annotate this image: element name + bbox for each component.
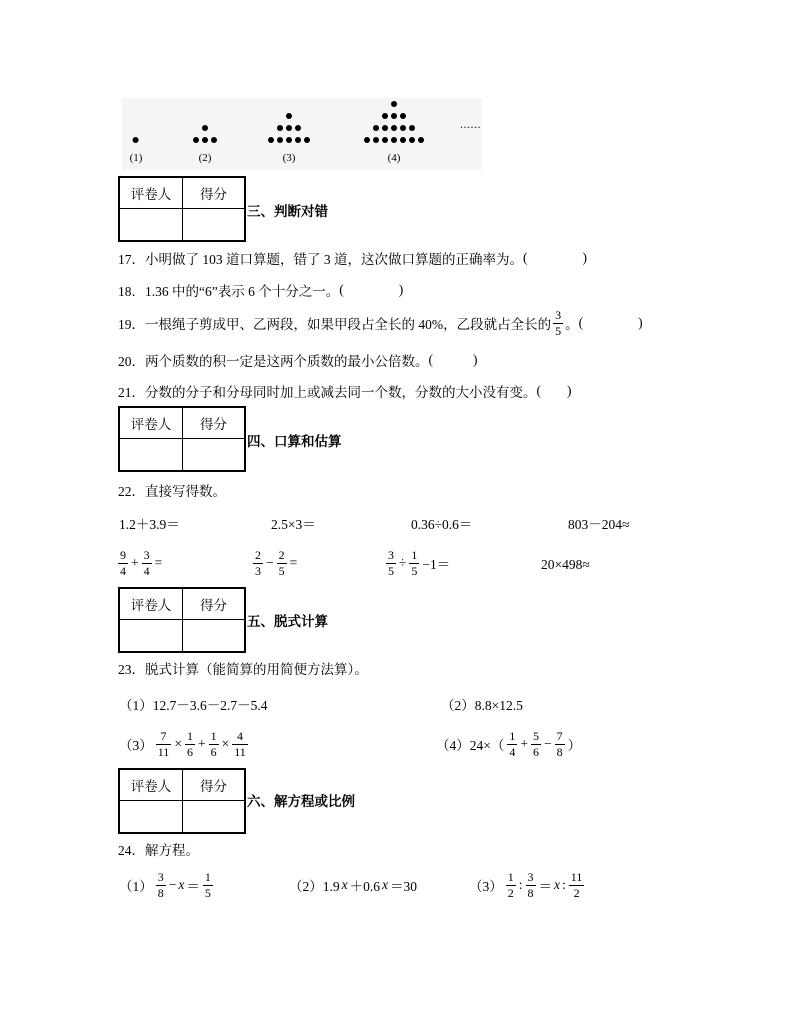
question-number: 20．	[118, 354, 145, 369]
dot	[391, 113, 397, 119]
dot	[391, 137, 397, 143]
fraction	[569, 871, 585, 900]
calc-item	[410, 508, 473, 538]
pattern-label: (4)	[387, 152, 401, 164]
denominator: 4	[120, 563, 126, 578]
grader-cell	[119, 620, 183, 653]
expr-text: （4）24×（	[436, 738, 505, 753]
calc-item	[116, 548, 163, 578]
calc-item	[384, 548, 451, 578]
expr-text: 20×498≈	[541, 557, 590, 572]
equation-item	[288, 870, 418, 900]
calc-item	[270, 508, 317, 538]
expr-text: 2.5×3＝	[271, 517, 316, 532]
expr-text: （1）	[119, 879, 153, 894]
answer-paren-close: )	[473, 352, 478, 367]
fraction	[118, 549, 128, 578]
question-text-after: 。	[565, 317, 579, 332]
numerator: 4	[236, 728, 243, 743]
section-title: 五、脱式计算	[247, 614, 328, 629]
denominator: 6	[210, 744, 217, 759]
numerator: 1	[186, 728, 193, 743]
dot	[382, 113, 388, 119]
score-cell	[183, 620, 246, 653]
numerator: 3	[143, 547, 150, 562]
score-header: 得分	[183, 407, 246, 439]
pattern-label: (2)	[198, 152, 212, 164]
calc-item	[251, 548, 298, 578]
fraction	[156, 730, 172, 759]
numerator: 7	[160, 728, 167, 743]
denominator: 11	[234, 744, 246, 759]
dot-row	[202, 125, 208, 131]
dot	[286, 125, 292, 131]
question-text: 1.36 中的“6”表示 6 个十分之一。	[145, 284, 340, 299]
calc-item	[540, 550, 591, 580]
numerator: 1	[509, 728, 516, 743]
question-18	[118, 275, 403, 305]
numerator: 5	[533, 728, 539, 743]
expr-text: 803－204≈	[568, 517, 630, 532]
denominator: 8	[527, 885, 534, 900]
expr-text: ×	[174, 736, 182, 751]
expr-text: −	[168, 877, 177, 892]
variable: x	[341, 877, 348, 892]
fraction	[142, 549, 152, 578]
section-title: 六、解方程或比例	[247, 794, 355, 809]
question-23	[118, 653, 368, 683]
dot	[400, 125, 406, 131]
expr-text: 0.36÷0.6＝	[411, 517, 473, 532]
question-number: 17．	[118, 252, 145, 267]
question-text: 小明做了 103 道口算题，错了 3 道，这次做口算题的正确率为。	[145, 252, 523, 267]
expr-text: （2）1.9	[289, 879, 340, 894]
dot	[193, 137, 199, 143]
numerator: 11	[570, 869, 583, 884]
dot-row	[277, 125, 301, 131]
expr-text: ＋0.6	[349, 879, 380, 894]
expr-text: ）	[567, 738, 582, 753]
expr-text: （3）	[469, 879, 503, 894]
question-text: 分数的分子和分母同时加上或减去同一个数，分数的大小没有变。	[145, 385, 537, 400]
score-table	[118, 176, 246, 242]
dot-row	[286, 113, 292, 119]
score-cell	[183, 209, 246, 242]
answer-paren-open: (	[536, 383, 541, 398]
expr-text: （2）8.8×12.5	[441, 698, 523, 713]
expr-text: ÷	[399, 555, 407, 570]
denominator: 8	[556, 744, 563, 759]
question-text: 两个质数的积一定是这两个质数的最小公倍数。	[145, 354, 429, 369]
score-table	[118, 406, 246, 472]
question-number: 23．	[118, 662, 145, 677]
expr-text: =	[289, 555, 298, 570]
numerator: 1	[204, 869, 211, 884]
dot-pattern-figure	[122, 98, 482, 170]
fraction	[553, 309, 563, 338]
expr-text: 1.2＋3.9＝	[119, 517, 180, 532]
ellipsis: ......	[460, 117, 481, 131]
answer-paren-close: )	[398, 282, 404, 297]
dot-row	[133, 137, 139, 143]
expr-text: ＝30	[390, 879, 417, 894]
score-cell	[183, 439, 246, 472]
dot	[382, 137, 388, 143]
question-19	[118, 308, 643, 338]
dot	[268, 137, 274, 143]
denominator: 5	[555, 323, 562, 338]
answer-paren-open: (	[428, 352, 433, 367]
calc-item	[567, 508, 630, 538]
fraction	[526, 871, 536, 900]
dot	[286, 137, 292, 143]
dot	[400, 137, 406, 143]
numerator: 1	[411, 547, 418, 562]
equation-item	[468, 870, 586, 900]
grader-cell	[119, 209, 183, 242]
fraction	[203, 871, 213, 900]
answer-paren-open: (	[578, 315, 584, 330]
dot	[286, 113, 292, 119]
question-text: 解方程。	[145, 843, 199, 858]
question-number: 19．	[118, 317, 145, 332]
question-number: 18．	[118, 284, 145, 299]
dot-row	[364, 137, 424, 143]
question-number: 21．	[118, 385, 145, 400]
score-cell	[183, 801, 246, 834]
fraction	[507, 730, 517, 759]
pattern-label: (3)	[282, 152, 296, 164]
grader-header: 评卷人	[119, 769, 183, 801]
calc-item	[118, 508, 181, 538]
fraction	[409, 549, 419, 578]
answer-paren-open: (	[523, 250, 528, 265]
fraction	[253, 549, 263, 578]
score-table	[118, 768, 246, 834]
answer-paren-close: )	[582, 250, 587, 265]
dot	[391, 101, 397, 107]
dot	[295, 137, 301, 143]
question-17	[118, 243, 587, 273]
expr-text: +	[131, 555, 139, 570]
denominator: 6	[186, 744, 193, 759]
dot	[382, 125, 388, 131]
question-text: 脱式计算（能简算的用简便方法算）。	[145, 662, 368, 677]
grader-header: 评卷人	[119, 588, 183, 620]
expr-text: ＝	[538, 879, 553, 894]
expr-text: （1）12.7－3.6－2.7－5.4	[119, 698, 268, 713]
dot	[373, 137, 379, 143]
dot-triangle	[268, 113, 310, 143]
expr-text: +	[197, 736, 206, 751]
answer-paren-close: )	[567, 383, 572, 398]
score-header: 得分	[183, 177, 246, 209]
variable: x	[382, 877, 388, 892]
fraction	[209, 730, 219, 759]
question-number: 22．	[118, 484, 145, 499]
expr-text: ×	[221, 736, 230, 751]
equation-item	[118, 870, 215, 900]
question-text: 一根绳子剪成甲、乙两段，如果甲段占全长的 40%，乙段就占全长的	[145, 317, 552, 332]
expr-text: :	[518, 877, 523, 892]
dot	[202, 125, 208, 131]
answer-paren-close: )	[638, 315, 643, 330]
dot	[202, 137, 208, 143]
dot-triangle	[193, 125, 217, 143]
dot	[409, 125, 415, 131]
pattern-label: (1)	[129, 152, 143, 164]
expr-text: ＝	[186, 879, 200, 894]
fraction	[232, 730, 248, 759]
question-22	[118, 475, 226, 505]
grader-header: 评卷人	[119, 177, 183, 209]
denominator: 4	[143, 563, 150, 578]
grader-cell	[119, 439, 183, 472]
score-header: 得分	[183, 588, 246, 620]
dot	[409, 137, 415, 143]
dot	[277, 125, 283, 131]
numerator: 2	[255, 547, 261, 562]
fraction	[506, 871, 516, 900]
denominator: 5	[278, 563, 285, 578]
dot-triangle	[364, 101, 424, 143]
dot-triangle	[133, 137, 139, 143]
fraction	[156, 871, 166, 900]
score-table	[118, 587, 246, 653]
calc-item	[118, 689, 269, 719]
denominator: 11	[157, 744, 170, 759]
numerator: 9	[120, 547, 126, 562]
dot-row	[373, 125, 415, 131]
dot-row	[268, 137, 310, 143]
numerator: 3	[388, 547, 394, 562]
calc-item	[440, 689, 524, 719]
expr-text: +	[520, 736, 528, 751]
expr-text: −1＝	[422, 557, 451, 572]
grader-header: 评卷人	[119, 407, 183, 439]
question-text: 直接写得数。	[145, 484, 226, 499]
dot	[418, 137, 424, 143]
denominator: 2	[569, 885, 585, 900]
fraction	[531, 730, 541, 759]
numerator: 3	[555, 307, 562, 322]
denominator: 2	[507, 885, 514, 900]
section-title: 三、判断对错	[247, 204, 328, 219]
dot	[304, 137, 310, 143]
answer-paren-open: (	[339, 282, 344, 297]
fraction	[277, 549, 287, 578]
question-24	[118, 834, 199, 864]
dot	[211, 137, 217, 143]
expr-text: （3）	[119, 738, 153, 753]
dot	[133, 137, 139, 143]
dot	[373, 125, 379, 131]
question-21	[118, 376, 572, 406]
variable: x	[178, 877, 185, 892]
denominator: 3	[255, 563, 261, 578]
fraction	[185, 730, 195, 759]
numerator: 3	[157, 869, 164, 884]
expr-text: −	[544, 736, 552, 751]
question-number: 24．	[118, 843, 145, 858]
expr-text: =	[154, 555, 163, 570]
dot-pattern-4	[364, 101, 424, 165]
variable: x	[554, 877, 561, 892]
question-20	[118, 345, 478, 375]
dot-pattern-3	[268, 113, 310, 165]
numerator: 2	[278, 547, 285, 562]
calc-item	[118, 729, 250, 759]
expr-text: :	[562, 877, 566, 892]
fraction	[555, 730, 565, 759]
numerator: 3	[527, 869, 534, 884]
dot-row	[382, 113, 406, 119]
dot-pattern-2	[193, 125, 217, 165]
expr-text: −	[266, 555, 274, 570]
denominator: 8	[157, 885, 164, 900]
fraction	[386, 549, 396, 578]
section-title: 四、口算和估算	[247, 434, 342, 449]
calc-item	[435, 729, 582, 759]
dot	[391, 125, 397, 131]
dot	[364, 137, 370, 143]
score-header: 得分	[183, 769, 246, 801]
dot-row	[391, 101, 397, 107]
dot-row	[193, 137, 217, 143]
numerator: 1	[210, 728, 217, 743]
numerator: 7	[556, 728, 563, 743]
grader-cell	[119, 801, 183, 834]
denominator: 5	[411, 563, 418, 578]
denominator: 4	[509, 744, 516, 759]
denominator: 5	[388, 563, 394, 578]
dot	[295, 125, 301, 131]
numerator: 1	[507, 869, 514, 884]
denominator: 6	[533, 744, 539, 759]
dot	[277, 137, 283, 143]
dot	[400, 113, 406, 119]
denominator: 5	[204, 885, 211, 900]
dot-pattern-1	[130, 137, 143, 165]
